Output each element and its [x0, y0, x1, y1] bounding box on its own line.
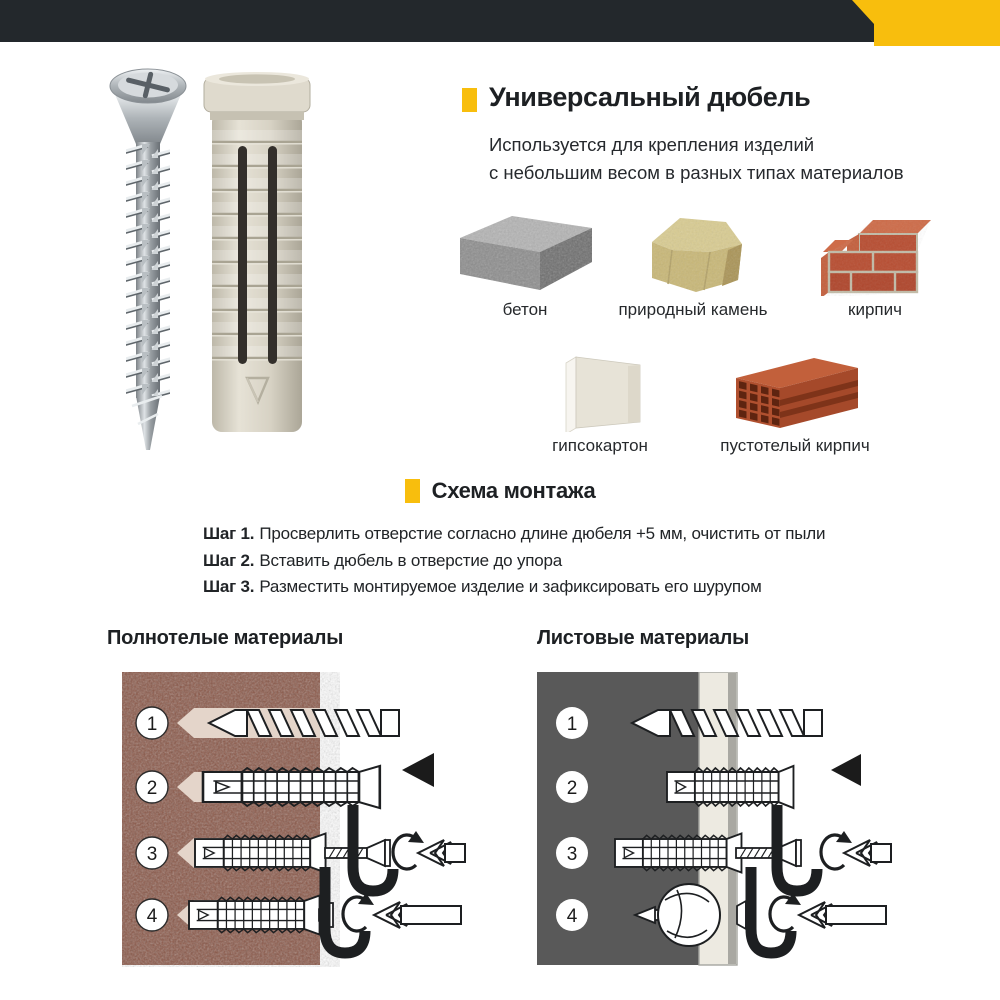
svg-text:2: 2: [566, 777, 578, 799]
material-label: гипсокартон: [552, 436, 648, 455]
step-3-prefix: Шаг 3.: [203, 577, 255, 596]
step-1-prefix: Шаг 1.: [203, 524, 255, 543]
step-1-text: Просверлить отверстие согласно длине дюбеля +5 мм, очистить от пыли: [259, 524, 826, 543]
material-brick: [800, 206, 950, 320]
scheme-accent-bar: [405, 479, 420, 503]
svg-text:4: 4: [566, 905, 578, 927]
drill-bit-icon: [632, 710, 822, 736]
title-accent-bar: [462, 88, 477, 112]
top-bar: [0, 0, 1000, 42]
step-2-prefix: Шаг 2.: [203, 550, 255, 570]
insert-arrow-icon: [831, 754, 861, 786]
material-label: природный камень: [618, 300, 768, 319]
scheme-heading: [250, 478, 750, 504]
material-hollow-brick: [700, 342, 890, 456]
insert-arrow-icon: [402, 753, 434, 787]
sheet-materials-title: Листовые материалы: [537, 627, 749, 649]
material-label: кирпич: [848, 300, 902, 319]
natural-stone-image: [638, 206, 748, 296]
step-3-line: [203, 574, 883, 601]
svg-text:4: 4: [146, 905, 158, 927]
description-line-1: Используется для крепления изделий: [489, 134, 815, 155]
drywall-image: [550, 342, 650, 432]
dowel-icon: [203, 766, 380, 808]
material-stone: [603, 206, 783, 320]
dowel-photo: [198, 66, 316, 450]
svg-text:3: 3: [146, 843, 158, 865]
page-description: [489, 131, 904, 187]
material-drywall: [520, 342, 680, 456]
svg-text:3: 3: [566, 843, 578, 865]
page-title: Универсальный дюбель: [489, 82, 811, 112]
step-1-line: [203, 521, 883, 548]
description-line-2: с небольшим весом в разных типах материалов: [489, 162, 904, 183]
svg-text:1: 1: [566, 713, 578, 735]
step-3-text: Разместить монтируемое изделие и зафиксировать его шурупом: [259, 577, 762, 596]
dowel-icon: [667, 766, 793, 808]
hollow-brick-image: [728, 342, 863, 432]
step-2-text: Вставить дюбель в отверстие до упора: [259, 550, 563, 570]
material-label: пустотелый кирпич: [720, 436, 870, 455]
brick-image: [819, 206, 931, 296]
svg-text:2: 2: [146, 777, 158, 799]
sheet-materials-diagram: [537, 672, 893, 967]
screw-photo: [106, 62, 190, 454]
material-concrete: [450, 206, 600, 320]
solid-materials-title: Полнотелые материалы: [107, 627, 343, 649]
material-label: бетон: [502, 300, 548, 319]
solid-materials-diagram: [122, 672, 467, 967]
installation-steps: [203, 521, 883, 601]
top-bar-yellow-accent: [852, 0, 1000, 46]
concrete-block-image: [450, 206, 600, 296]
scheme-heading-text: Схема монтажа: [431, 478, 596, 503]
step-2-line: [203, 548, 883, 575]
svg-text:1: 1: [146, 713, 158, 735]
drill-bit-icon: [209, 710, 399, 736]
